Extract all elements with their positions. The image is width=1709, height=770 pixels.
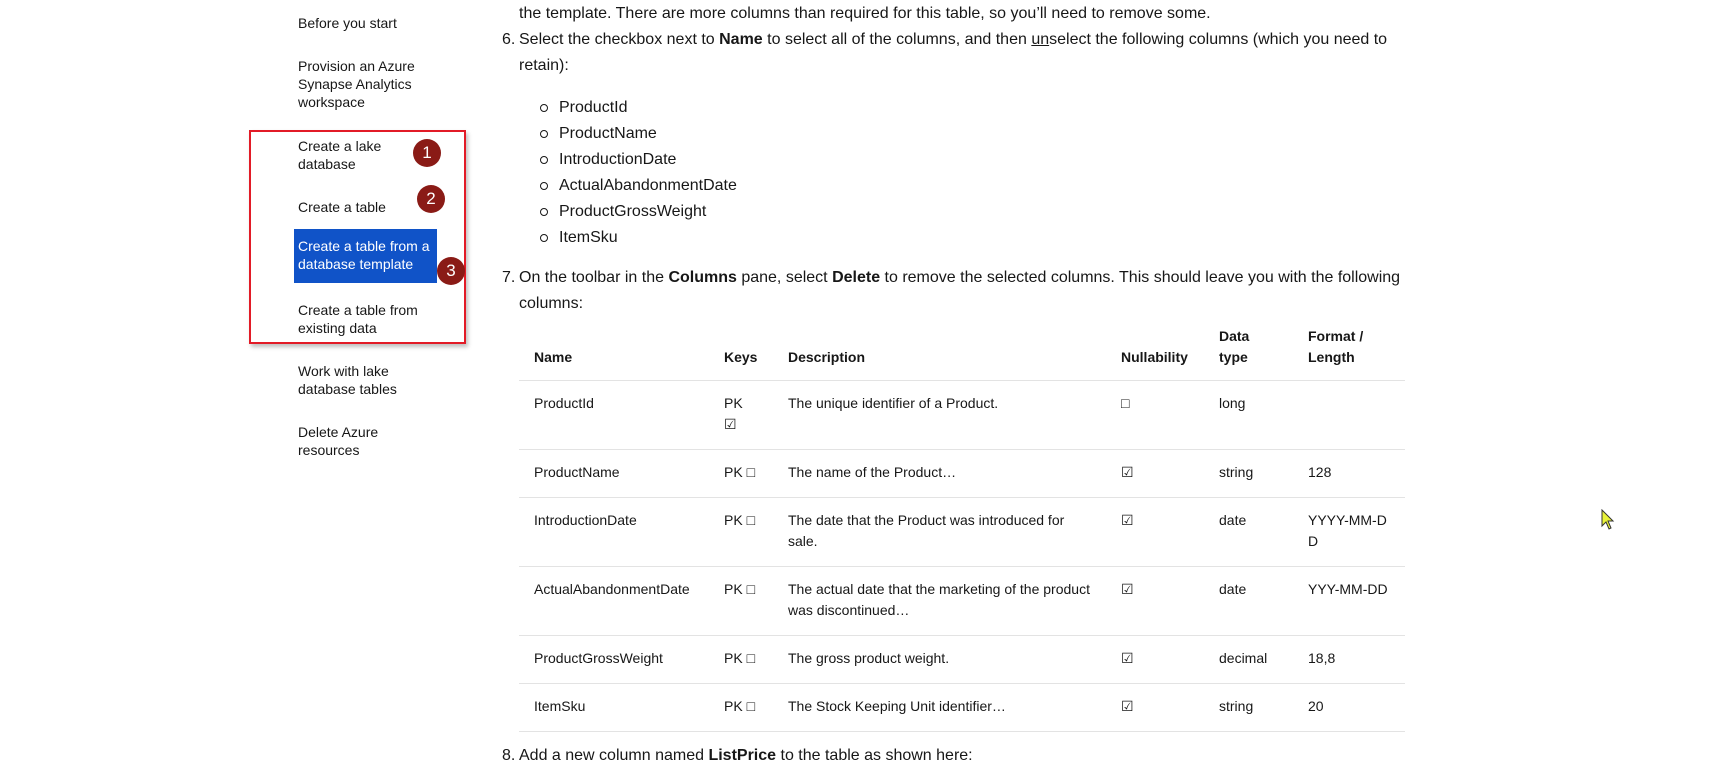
cell-keys: PK □	[709, 636, 773, 684]
cell-nullability: ☑	[1106, 636, 1204, 684]
header-nullability: Nullability	[1106, 326, 1204, 381]
cell-nullability: ☑	[1106, 450, 1204, 498]
list-item: ProductName	[540, 121, 737, 147]
intro-paragraph: the template. There are more columns than required for this table, so you’ll need to remove some.	[519, 5, 1211, 22]
table-row	[519, 636, 1405, 684]
sidebar-item-work-with-tables[interactable]: Work with lake database tables	[298, 363, 397, 397]
cell-data-type: string	[1204, 450, 1293, 498]
annotation-badge-1: 1	[413, 139, 441, 167]
sidebar-nav	[0, 0, 470, 770]
cell-keys: PK □	[709, 450, 773, 498]
sidebar-item-create-lake-database[interactable]: Create a lake database	[298, 138, 382, 172]
cell-name: ActualAbandonmentDate	[519, 567, 709, 636]
sidebar-item-create-table-from-existing-data[interactable]: Create a table from existing data	[298, 302, 418, 336]
cell-name: ProductGrossWeight	[519, 636, 709, 684]
table-header-row	[519, 326, 1405, 381]
cell-format-length	[1293, 381, 1405, 450]
table-row	[519, 450, 1405, 498]
cell-name: ProductId	[519, 381, 709, 450]
cell-description: The date that the Product was introduced for sale.	[773, 498, 1106, 567]
sidebar-item-create-table-from-template[interactable]: Create a table from a database template	[294, 229, 437, 283]
step-6-number: 6.	[502, 31, 516, 48]
cell-description: The actual date that the marketing of the product was discontinued…	[773, 567, 1106, 636]
annotation-badge-2: 2	[417, 185, 445, 213]
step-8-text: Add a new column named ListPrice to the table as shown here:	[519, 747, 973, 764]
step-8-number: 8.	[502, 747, 516, 764]
cell-data-type: decimal	[1204, 636, 1293, 684]
cell-keys: PK □	[709, 498, 773, 567]
header-keys: Keys	[709, 326, 773, 381]
table-row	[519, 381, 1405, 450]
header-format-length: Format / Length	[1293, 326, 1405, 381]
step-6-text: Select the checkbox next to Name to select all of the columns, and then unselect the following columns (which you need to retain):	[519, 31, 1388, 74]
cell-format-length: 128	[1293, 450, 1405, 498]
list-item: ItemSku	[540, 225, 737, 251]
columns-table	[519, 326, 1405, 732]
cell-description: The name of the Product…	[773, 450, 1106, 498]
header-description: Description	[773, 326, 1106, 381]
cell-nullability: ☑	[1106, 684, 1204, 732]
list-item: ActualAbandonmentDate	[540, 173, 737, 199]
cell-name: ProductName	[519, 450, 709, 498]
list-item: ProductId	[540, 95, 737, 121]
sidebar-item-provision-workspace[interactable]: Provision an Azure Synapse Analytics workspace	[298, 58, 415, 110]
list-item: ProductGrossWeight	[540, 199, 737, 225]
cell-description: The Stock Keeping Unit identifier…	[773, 684, 1106, 732]
sidebar-item-create-table[interactable]: Create a table	[298, 199, 386, 215]
step-7-number: 7.	[502, 269, 516, 286]
step-7-text: On the toolbar in the Columns pane, select Delete to remove the selected columns. This should leave you with the following columns:	[519, 269, 1401, 312]
annotation-badge-3: 3	[437, 257, 465, 285]
cell-data-type: string	[1204, 684, 1293, 732]
cell-description: The unique identifier of a Product.	[773, 381, 1106, 450]
table-row	[519, 684, 1405, 732]
cell-nullability: ☑	[1106, 498, 1204, 567]
sidebar-item-before-you-start[interactable]: Before you start	[298, 15, 397, 31]
table-row	[519, 567, 1405, 636]
cell-keys: PK □	[709, 684, 773, 732]
cell-description: The gross product weight.	[773, 636, 1106, 684]
cell-name: ItemSku	[519, 684, 709, 732]
list-item: IntroductionDate	[540, 147, 737, 173]
cell-data-type: long	[1204, 381, 1293, 450]
mouse-cursor-icon	[1601, 509, 1615, 531]
cell-nullability: ☑	[1106, 567, 1204, 636]
sidebar-item-delete-resources[interactable]: Delete Azure resources	[298, 424, 379, 458]
header-data-type: Data type	[1204, 326, 1293, 381]
cell-keys: PK ☑	[709, 381, 773, 450]
cell-keys: PK □	[709, 567, 773, 636]
cell-format-length: YYY-MM-DD	[1293, 567, 1405, 636]
cell-name: IntroductionDate	[519, 498, 709, 567]
cell-data-type: date	[1204, 498, 1293, 567]
cell-format-length: 20	[1293, 684, 1405, 732]
retain-columns-list	[540, 95, 737, 251]
header-name: Name	[519, 326, 709, 381]
table-row	[519, 498, 1405, 567]
cell-data-type: date	[1204, 567, 1293, 636]
cell-format-length: 18,8	[1293, 636, 1405, 684]
cell-nullability: □	[1106, 381, 1204, 450]
cell-format-length: YYYY-MM-DD	[1293, 498, 1405, 567]
